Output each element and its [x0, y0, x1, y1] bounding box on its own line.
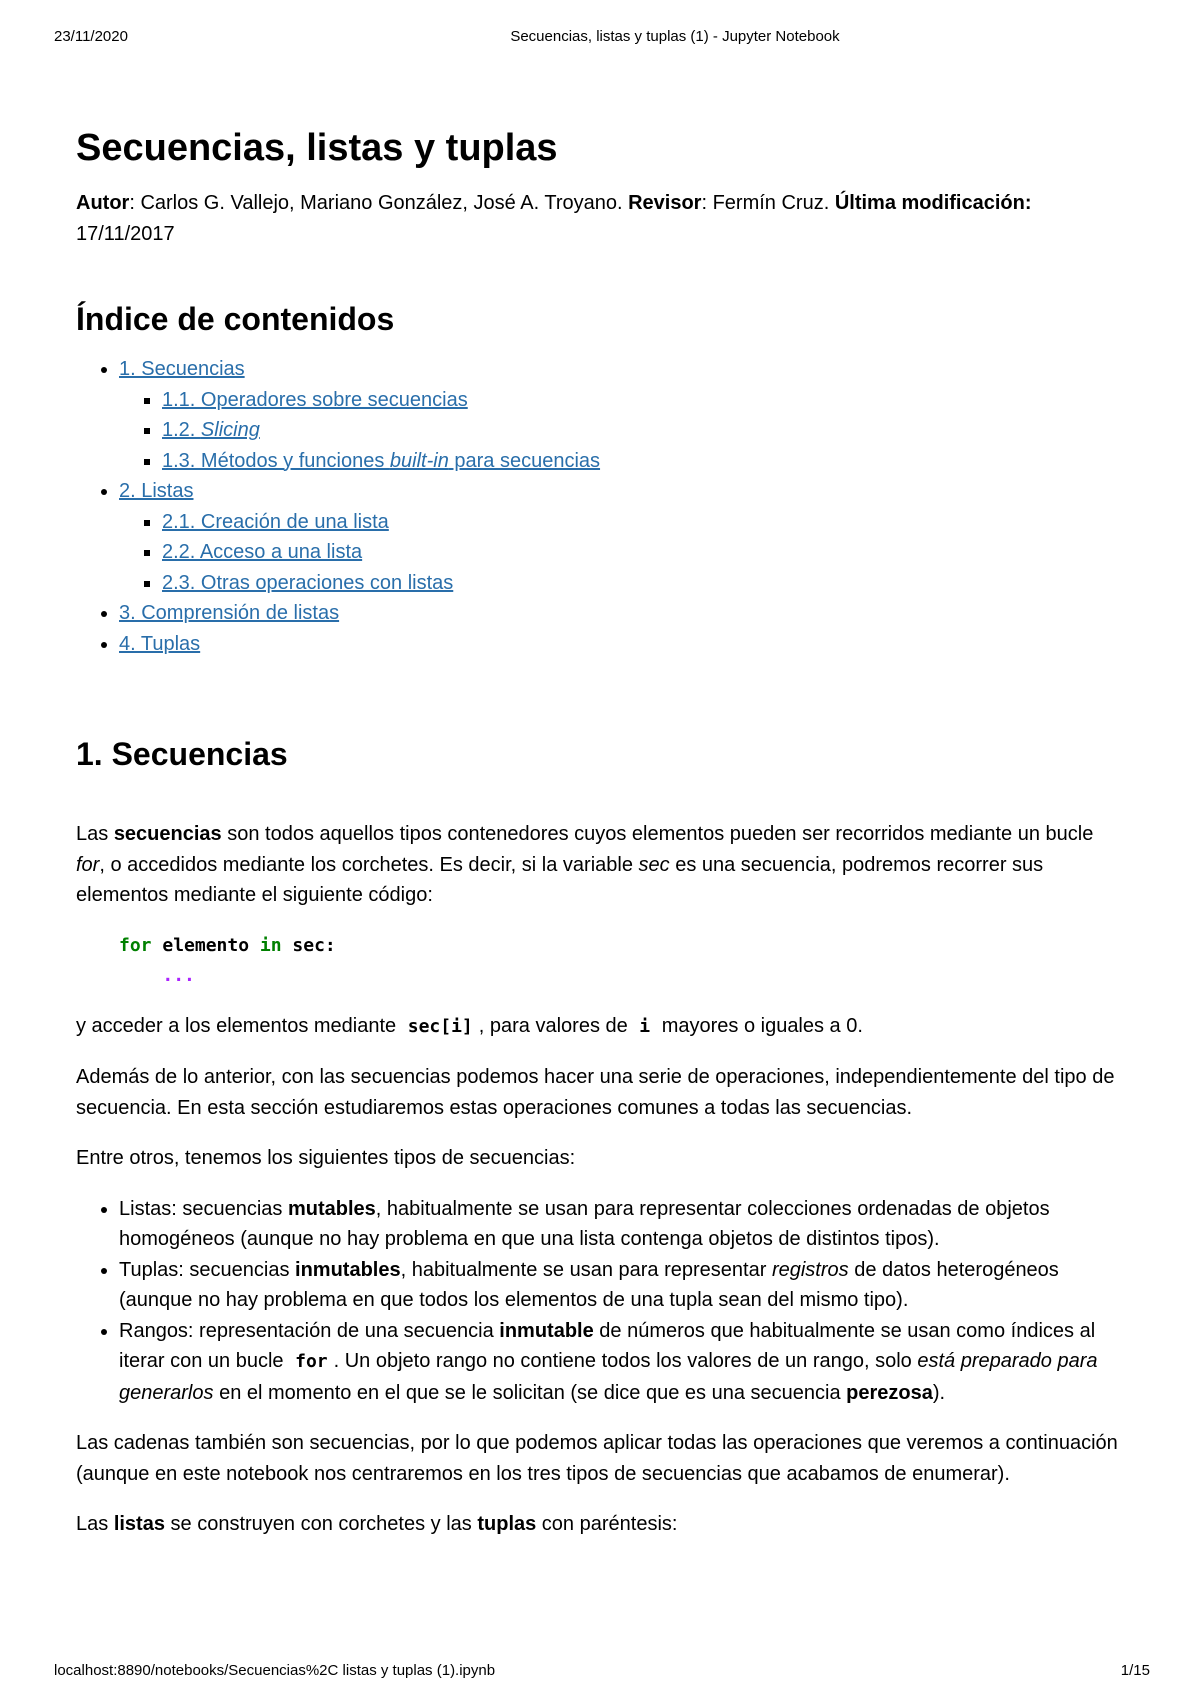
toc-item [162, 415, 1126, 446]
autor-value: : Carlos G. Vallejo, Mariano González, José A. Troyano. [129, 192, 629, 214]
toc-heading: Índice de contenidos [76, 301, 395, 337]
mod-value: 17/11/2017 [76, 222, 175, 245]
toc-link-acceso[interactable]: 2.2. Acceso a una lista [162, 541, 363, 563]
bold-term: secuencias [113, 823, 222, 845]
italic-term: registros [771, 1258, 849, 1281]
toc-item [162, 446, 1126, 477]
list-item [119, 1255, 1126, 1316]
toc-link-metodos-pre: 1.3. Métodos y funciones [162, 449, 390, 472]
code-block [119, 931, 1126, 991]
inline-code: i [639, 1015, 651, 1037]
section-heading-secuencias: 1. Secuencias [76, 736, 288, 772]
toc-link-slicing[interactable] [162, 419, 260, 441]
print-date: 23/11/2020 [54, 28, 128, 45]
bold-term: inmutables [295, 1258, 401, 1281]
paragraph-intro [76, 819, 1126, 911]
notebook-content [76, 118, 1126, 1540]
italic-term: sec [638, 853, 670, 876]
paragraph-access [76, 1011, 1126, 1043]
toc-item [162, 507, 1126, 538]
toc-link-slicing-em: Slicing [200, 419, 260, 441]
bold-term: mutables [287, 1197, 376, 1220]
list-item [119, 1316, 1126, 1409]
toc-link-otras[interactable]: 2.3. Otras operaciones con listas [162, 571, 454, 594]
text-run: Rangos: representación de una secuencia [119, 1319, 500, 1342]
text-run: , habitualmente se usan para representar colecciones ordenadas de objetos homogéneos (aunque no hay problema en que una lista contenga objetos de distintos tipos). [119, 1197, 1050, 1250]
bold-term: listas [113, 1513, 165, 1535]
toc-link-listas[interactable]: 2. Listas [119, 480, 194, 502]
text-run: de datos heterogéneos (aunque no hay problema en que todos los elementos de una tupla sean del mismo tipo). [119, 1258, 1059, 1311]
text-run: son todos aquellos tipos contenedores cuyos elementos pueden ser recorridos mediante un bucle [221, 823, 1094, 845]
text-run: se construyen con corchetes y las [164, 1513, 478, 1535]
italic-term: está preparado para generarlos [119, 1350, 1098, 1404]
author-info [76, 188, 1126, 249]
print-title: Secuencias, listas y tuplas (1) - Jupyter Notebook [510, 28, 840, 45]
toc-item [162, 385, 1126, 416]
bold-term: tuplas [477, 1513, 537, 1535]
print-url: localhost:8890/notebooks/Secuencias%2C listas y tuplas (1).ipynb [54, 1662, 496, 1679]
toc-list [76, 354, 1126, 659]
toc-link-operadores[interactable]: 1.1. Operadores sobre secuencias [162, 388, 468, 411]
italic-term: for [76, 853, 100, 876]
paragraph-strings: Las cadenas también son secuencias, por lo que podemos aplicar todas las operaciones que veremos a continuación (aunque en este notebook nos centraremos en los tres tipos de secuencias que acabamos de enumerar). [76, 1432, 1118, 1485]
code-var: elemento [151, 934, 260, 956]
revisor-value: : Fermín Cruz. [701, 192, 835, 214]
page-title: Secuencias, listas y tuplas [76, 127, 558, 169]
toc-link-creacion[interactable]: 2.1. Creación de una lista [162, 510, 389, 533]
code-ellipsis: ... [162, 964, 195, 986]
toc-item [162, 568, 1126, 599]
text-run: Listas: secuencias [119, 1197, 288, 1220]
page-number: 1/15 [1120, 1662, 1150, 1679]
text-run: Tuplas: secuencias [119, 1258, 296, 1281]
list-item [119, 1194, 1126, 1255]
text-run: Las [76, 823, 114, 845]
bold-term: inmutable [499, 1319, 594, 1342]
toc-item [162, 537, 1126, 568]
code-rest: sec: [281, 934, 336, 956]
text-run: . Un objeto rango no contiene todos los valores de un rango, solo [333, 1350, 918, 1372]
code-keyword-in: in [259, 934, 282, 956]
toc-item [119, 598, 1126, 629]
revisor-label: Revisor [628, 192, 702, 214]
bold-term: perezosa [846, 1381, 933, 1404]
text-run: , habitualmente se usan para representar [400, 1258, 772, 1281]
toc-link-secuencias[interactable]: 1. Secuencias [119, 358, 245, 380]
text-run: y acceder a los elementos mediante [76, 1014, 402, 1037]
text-run: ). [932, 1381, 946, 1404]
mod-label: Última modificación: [834, 192, 1032, 214]
text-run: mayores o iguales a 0. [656, 1014, 863, 1037]
text-run: en el momento en el que se le solicitan (se dice que es una secuencia [213, 1381, 847, 1404]
toc-link-tuplas[interactable]: 4. Tuplas [119, 632, 201, 655]
toc-link-slicing-num: 1.2. [162, 419, 201, 441]
toc-link-metodos[interactable] [162, 450, 600, 472]
toc-link-metodos-post: para secuencias [448, 449, 601, 472]
inline-code: for [295, 1351, 328, 1372]
autor-label: Autor [76, 192, 130, 214]
code-keyword-for: for [119, 934, 152, 956]
toc-link-comprension[interactable]: 3. Comprensión de listas [119, 602, 340, 624]
paragraph-types-intro: Entre otros, tenemos los siguientes tipos de secuencias: [76, 1147, 576, 1169]
text-run: , o accedidos mediante los corchetes. Es decir, si la variable [99, 853, 639, 876]
text-run: , para valores de [478, 1014, 634, 1037]
text-run: es una secuencia, podremos recorrer sus elementos mediante el siguiente código: [76, 853, 1044, 906]
sequence-types-list [76, 1194, 1126, 1409]
toc-link-metodos-em: built-in [389, 449, 449, 472]
text-run: con paréntesis: [536, 1513, 678, 1535]
toc-item [119, 354, 1126, 476]
paragraph-operations: Además de lo anterior, con las secuencias podemos hacer una serie de operaciones, independientemente del tipo de secuencia. En esta sección estudiaremos estas operaciones comunes a todas las secuencias. [76, 1066, 1115, 1119]
inline-code: sec[i] [407, 1015, 473, 1037]
text-run: de números que habitualmente se usan como índices al iterar con un bucle [119, 1319, 1096, 1372]
paragraph-construction [76, 1509, 1126, 1540]
toc-item [119, 629, 1126, 660]
text-run: Las [76, 1513, 114, 1535]
toc-item [119, 476, 1126, 598]
